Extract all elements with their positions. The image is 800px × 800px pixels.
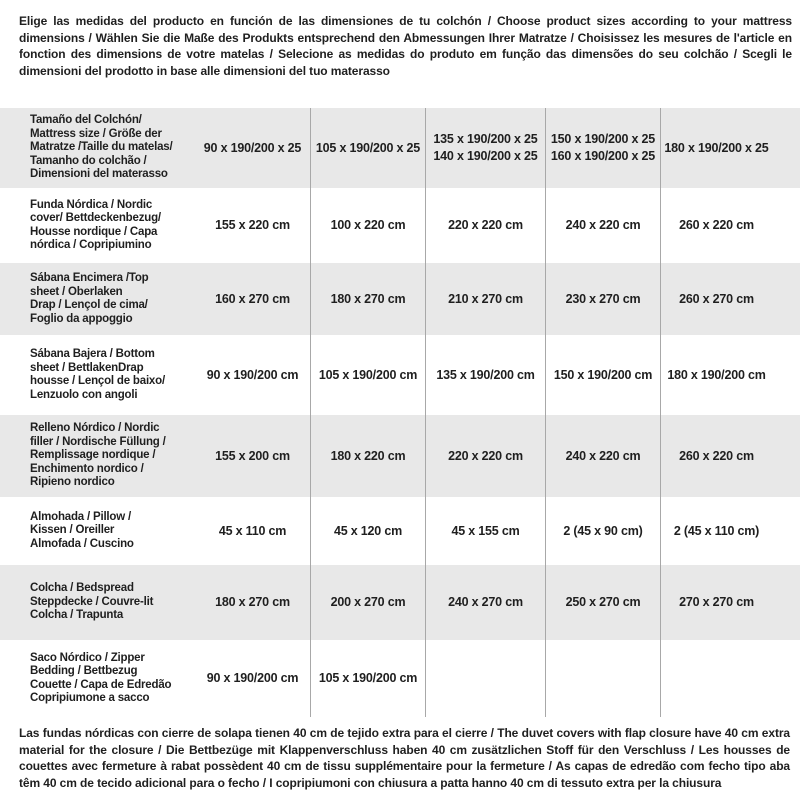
size-cell: 45 x 110 cm bbox=[218, 523, 287, 538]
size-cell: 135 x 190/200 x 25 140 x 190/200 x 25 bbox=[425, 108, 545, 188]
size-cell: 250 x 270 cm bbox=[545, 565, 660, 640]
size-cell: 45 x 155 cm bbox=[425, 497, 545, 565]
size-cell: 180 x 270 cm bbox=[215, 595, 290, 609]
size-cell: 155 x 220 cm bbox=[215, 218, 290, 232]
table-row bbox=[0, 335, 800, 415]
size-cell: 210 x 270 cm bbox=[425, 263, 545, 335]
size-cell: 90 x 190/200 x 25 bbox=[203, 140, 302, 155]
size-cell: 180 x 270 cm bbox=[310, 263, 425, 335]
product-label: Relleno Nórdico / Nordic filler / Nordische Füllung / Remplissage nordique / Enchimento nordico / Ripieno nordico bbox=[30, 422, 166, 489]
table-row bbox=[0, 415, 800, 497]
product-label: Tamaño del Colchón/ Mattress size / Größe der Matratze /Taille du matelas/ Tamanho do colchão / Dimensioni del materasso bbox=[30, 114, 173, 181]
product-label: Funda Nórdica / Nordic cover/ Bettdeckenbezug/ Housse nordique / Capa nórdica / Copripiumino bbox=[30, 198, 161, 251]
size-cell: 240 x 220 cm bbox=[545, 415, 660, 497]
product-label: Sábana Encimera /Top sheet / Oberlaken Drap / Lençol de cima/ Foglio da appoggio bbox=[30, 272, 149, 325]
product-label: Almohada / Pillow / Kissen / Oreiller Almofada / Cuscino bbox=[30, 510, 134, 550]
size-cell bbox=[545, 640, 660, 717]
size-cell: 230 x 270 cm bbox=[545, 263, 660, 335]
table-row bbox=[0, 497, 800, 565]
size-cell: 155 x 200 cm bbox=[215, 448, 290, 463]
product-label: Sábana Bajera / Bottom sheet / BettlakenDrap housse / Lençol de baixo/ Lenzuolo con angoli bbox=[30, 348, 165, 401]
size-cell: 260 x 270 cm bbox=[660, 263, 800, 335]
size-table bbox=[0, 108, 800, 717]
size-cell bbox=[660, 640, 800, 717]
table-row bbox=[0, 263, 800, 335]
size-cell: 2 (45 x 90 cm) bbox=[545, 497, 660, 565]
size-cell: 2 (45 x 110 cm) bbox=[660, 497, 800, 565]
size-cell: 135 x 190/200 cm bbox=[425, 335, 545, 415]
size-cell: 260 x 220 cm bbox=[660, 415, 800, 497]
size-cell: 180 x 190/200 x 25 bbox=[660, 108, 800, 188]
size-cell: 180 x 220 cm bbox=[310, 415, 425, 497]
size-cell: 240 x 220 cm bbox=[545, 188, 660, 263]
size-cell: 200 x 270 cm bbox=[310, 565, 425, 640]
size-cell: 105 x 190/200 cm bbox=[310, 335, 425, 415]
size-cell: 45 x 120 cm bbox=[310, 497, 425, 565]
size-cell: 150 x 190/200 x 25 160 x 190/200 x 25 bbox=[545, 108, 660, 188]
table-row bbox=[0, 640, 800, 717]
size-cell: 105 x 190/200 cm bbox=[310, 640, 425, 717]
footnote-text: Las fundas nórdicas con cierre de solapa tienen 40 cm de tejido extra para el cierre / The duvet covers with flap closure have 40 cm extra material for the closure / Die Bettbezüge mit Klappenverschluss haben 40 cm zusätzlichen Stoff für den Verschluss / Les housses de couettes avec fermeture à rabat possèdent 40 cm de tissu supplémentaire pour la fermeture / As capas de edredão com fecho tipo aba têm 40 cm de tecido adicional para o fecho / I copripiumoni con chiusura a patta hanno 40 cm di tessuto extra per la chiusura bbox=[19, 726, 790, 790]
size-cell: 160 x 270 cm bbox=[215, 291, 290, 306]
size-cell: 105 x 190/200 x 25 bbox=[310, 108, 425, 188]
size-cell: 100 x 220 cm bbox=[310, 188, 425, 263]
size-cell: 150 x 190/200 cm bbox=[545, 335, 660, 415]
size-cell: 90 x 190/200 cm bbox=[206, 671, 299, 685]
table-row bbox=[0, 188, 800, 263]
size-cell: 240 x 270 cm bbox=[425, 565, 545, 640]
product-label: Colcha / Bedspread Steppdecke / Couvre-lit Colcha / Trapunta bbox=[30, 582, 154, 622]
table-row bbox=[0, 108, 800, 188]
table-row bbox=[0, 565, 800, 640]
size-cell: 220 x 220 cm bbox=[425, 415, 545, 497]
size-cell: 180 x 190/200 cm bbox=[660, 335, 800, 415]
size-cell bbox=[425, 640, 545, 717]
intro-text: Elige las medidas del producto en función de las dimensiones de tu colchón / Choose product sizes according to your mattress dimensions / Wählen Sie die Maße des Produkts entsprechend den Abmessungen Ihrer Matratze / Choisissez les mesures de l'article en fonction des dimensions de votre matelas / Selecione as medidas do produto em função das dimensões do seu colchão / Scegli le dimensioni del prodotto in base alle dimensioni del tuo materasso bbox=[19, 14, 792, 78]
size-cell: 260 x 220 cm bbox=[660, 188, 800, 263]
product-label: Saco Nórdico / Zipper Bedding / Bettbezug Couette / Capa de Edredão Copripiumone a sacco bbox=[30, 651, 172, 704]
size-cell: 270 x 270 cm bbox=[660, 565, 800, 640]
size-cell: 90 x 190/200 cm bbox=[206, 367, 299, 382]
size-cell: 220 x 220 cm bbox=[425, 188, 545, 263]
